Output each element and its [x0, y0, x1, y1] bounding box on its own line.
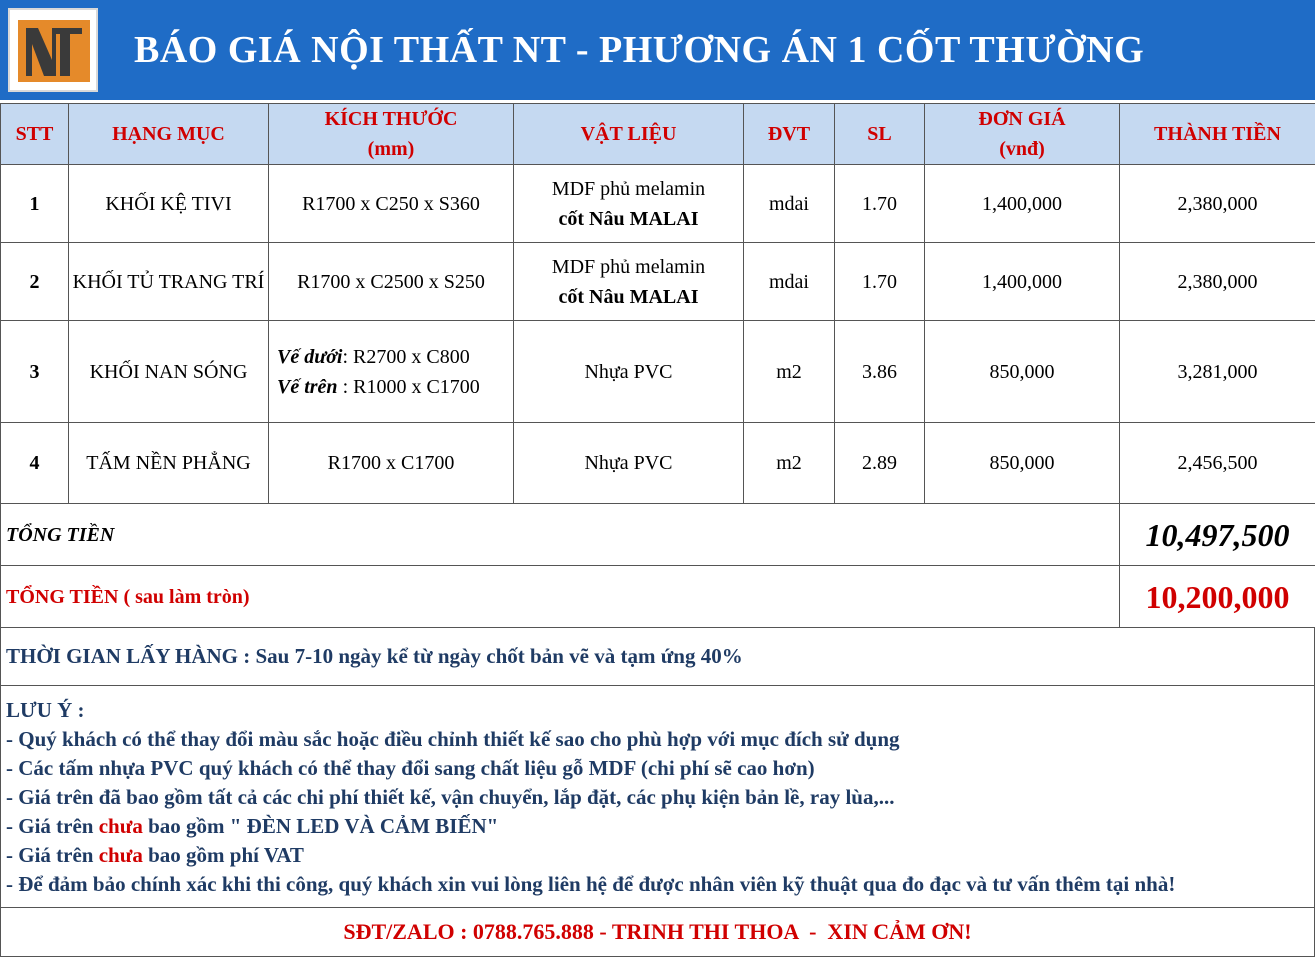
- cell-item: TẤM NỀN PHẲNG: [69, 423, 269, 504]
- col-header-total: THÀNH TIỀN: [1120, 104, 1315, 165]
- cell-item: KHỐI TỦ TRANG TRÍ: [69, 243, 269, 321]
- size-lower-label: Vế dưới: [277, 345, 343, 368]
- cell-qty: 1.70: [835, 243, 925, 321]
- note-line: - Quý khách có thể thay đổi màu sắc hoặc điều chỉnh thiết kế sao cho phù hợp với mục đích sử dụng: [6, 727, 900, 751]
- size-lower-part: [269, 342, 513, 372]
- cell-total: 2,456,500: [1120, 423, 1315, 504]
- notes-section: [0, 686, 1315, 908]
- cell-item: KHỐI NAN SÓNG: [69, 321, 269, 423]
- size-upper-value: : R1000 x C1700: [342, 375, 480, 398]
- logo-nt-icon: [18, 20, 90, 82]
- contact-footer: SĐT/ZALO : 0788.765.888 - TRINH THI THOA - XIN CẢM ƠN!: [0, 908, 1315, 957]
- notes-heading: LƯU Ý :: [6, 698, 85, 722]
- col-header-unit: ĐVT: [744, 104, 835, 165]
- material-line1: MDF phủ melamin: [551, 255, 706, 278]
- cell-total: 2,380,000: [1120, 165, 1315, 243]
- cell-price: 850,000: [925, 423, 1120, 504]
- page-title: BÁO GIÁ NỘI THẤT NT - PHƯƠNG ÁN 1 CỐT THƯỜNG: [134, 29, 1145, 71]
- cell-unit: mdai: [744, 243, 835, 321]
- col-header-price-line1: ĐƠN GIÁ: [978, 108, 1066, 130]
- cell-stt: 1: [1, 165, 69, 243]
- cell-unit: m2: [744, 321, 835, 423]
- grand-total-label: TỔNG TIỀN: [1, 504, 1120, 566]
- material-line2: cốt Nâu MALAI: [558, 285, 699, 308]
- note-suffix: bao gồm " ĐÈN LED VÀ CẢM BIẾN": [142, 814, 499, 838]
- col-header-size-line2: (mm): [367, 138, 415, 160]
- rounded-total-value: 10,200,000: [1120, 566, 1315, 628]
- table-row: [1, 321, 1315, 423]
- cell-size: [269, 321, 514, 423]
- note-line: [6, 812, 1309, 841]
- col-header-qty: SL: [835, 104, 925, 165]
- note-line: - Để đảm bảo chính xác khi thi công, quý khách xin vui lòng liên hệ để được nhân viên kỹ thuật qua đo đạc và tư vấn thêm tại nhà!: [6, 872, 1176, 896]
- col-header-size: [269, 104, 514, 165]
- rounded-total-row: [1, 566, 1315, 628]
- grand-total-row: [1, 504, 1315, 566]
- note-prefix: - Giá trên: [6, 814, 99, 838]
- cell-material: Nhựa PVC: [514, 321, 744, 423]
- cell-stt: 4: [1, 423, 69, 504]
- cell-size: R1700 x C1700: [269, 423, 514, 504]
- cell-size: R1700 x C250 x S360: [269, 165, 514, 243]
- col-header-price: [925, 104, 1120, 165]
- col-header-size-line1: KÍCH THƯỚC: [324, 108, 458, 130]
- company-logo: [8, 8, 98, 92]
- col-header-stt: STT: [1, 104, 69, 165]
- cell-qty: 3.86: [835, 321, 925, 423]
- cell-total: 2,380,000: [1120, 243, 1315, 321]
- cell-qty: 2.89: [835, 423, 925, 504]
- cell-price: 1,400,000: [925, 165, 1120, 243]
- cell-stt: 2: [1, 243, 69, 321]
- quote-table: [0, 103, 1315, 628]
- cell-total: 3,281,000: [1120, 321, 1315, 423]
- col-header-price-line2: (vnđ): [999, 138, 1045, 160]
- material-line1: MDF phủ melamin: [551, 177, 706, 200]
- material-line2: cốt Nâu MALAI: [558, 207, 699, 230]
- note-emphasis: chưa: [98, 843, 143, 867]
- cell-unit: m2: [744, 423, 835, 504]
- note-prefix: - Giá trên: [6, 843, 99, 867]
- rounded-total-label: TỔNG TIỀN ( sau làm tròn): [1, 566, 1120, 628]
- grand-total-value: 10,497,500: [1120, 504, 1315, 566]
- table-row: [1, 423, 1315, 504]
- note-suffix: bao gồm phí VAT: [142, 843, 304, 867]
- cell-size: R1700 x C2500 x S250: [269, 243, 514, 321]
- header-banner: [0, 0, 1315, 100]
- cell-stt: 3: [1, 321, 69, 423]
- table-header-row: [1, 104, 1315, 165]
- note-line: - Các tấm nhựa PVC quý khách có thể thay đổi sang chất liệu gỗ MDF (chi phí sẽ cao hơn): [6, 756, 815, 780]
- col-header-material: VẬT LIỆU: [514, 104, 744, 165]
- size-lower-value: : R2700 x C800: [342, 345, 470, 368]
- cell-price: 1,400,000: [925, 243, 1120, 321]
- table-row: [1, 165, 1315, 243]
- size-upper-label: Vế trên: [277, 375, 343, 398]
- note-line: [6, 841, 1309, 870]
- note-emphasis: chưa: [98, 814, 143, 838]
- note-line: - Giá trên đã bao gồm tất cả các chi phí thiết kế, vận chuyển, lắp đặt, các phụ kiện bản lề, ray lùa,...: [6, 785, 895, 809]
- lead-time-text: THỜI GIAN LẤY HÀNG : Sau 7-10 ngày kể từ ngày chốt bản vẽ và tạm ứng 40%: [0, 628, 1315, 686]
- cell-qty: 1.70: [835, 165, 925, 243]
- cell-item: KHỐI KỆ TIVI: [69, 165, 269, 243]
- size-upper-part: [269, 372, 513, 402]
- cell-unit: mdai: [744, 165, 835, 243]
- table-row: [1, 243, 1315, 321]
- col-header-item: HẠNG MỤC: [69, 104, 269, 165]
- cell-material: [514, 243, 744, 321]
- cell-material: Nhựa PVC: [514, 423, 744, 504]
- cell-material: [514, 165, 744, 243]
- cell-price: 850,000: [925, 321, 1120, 423]
